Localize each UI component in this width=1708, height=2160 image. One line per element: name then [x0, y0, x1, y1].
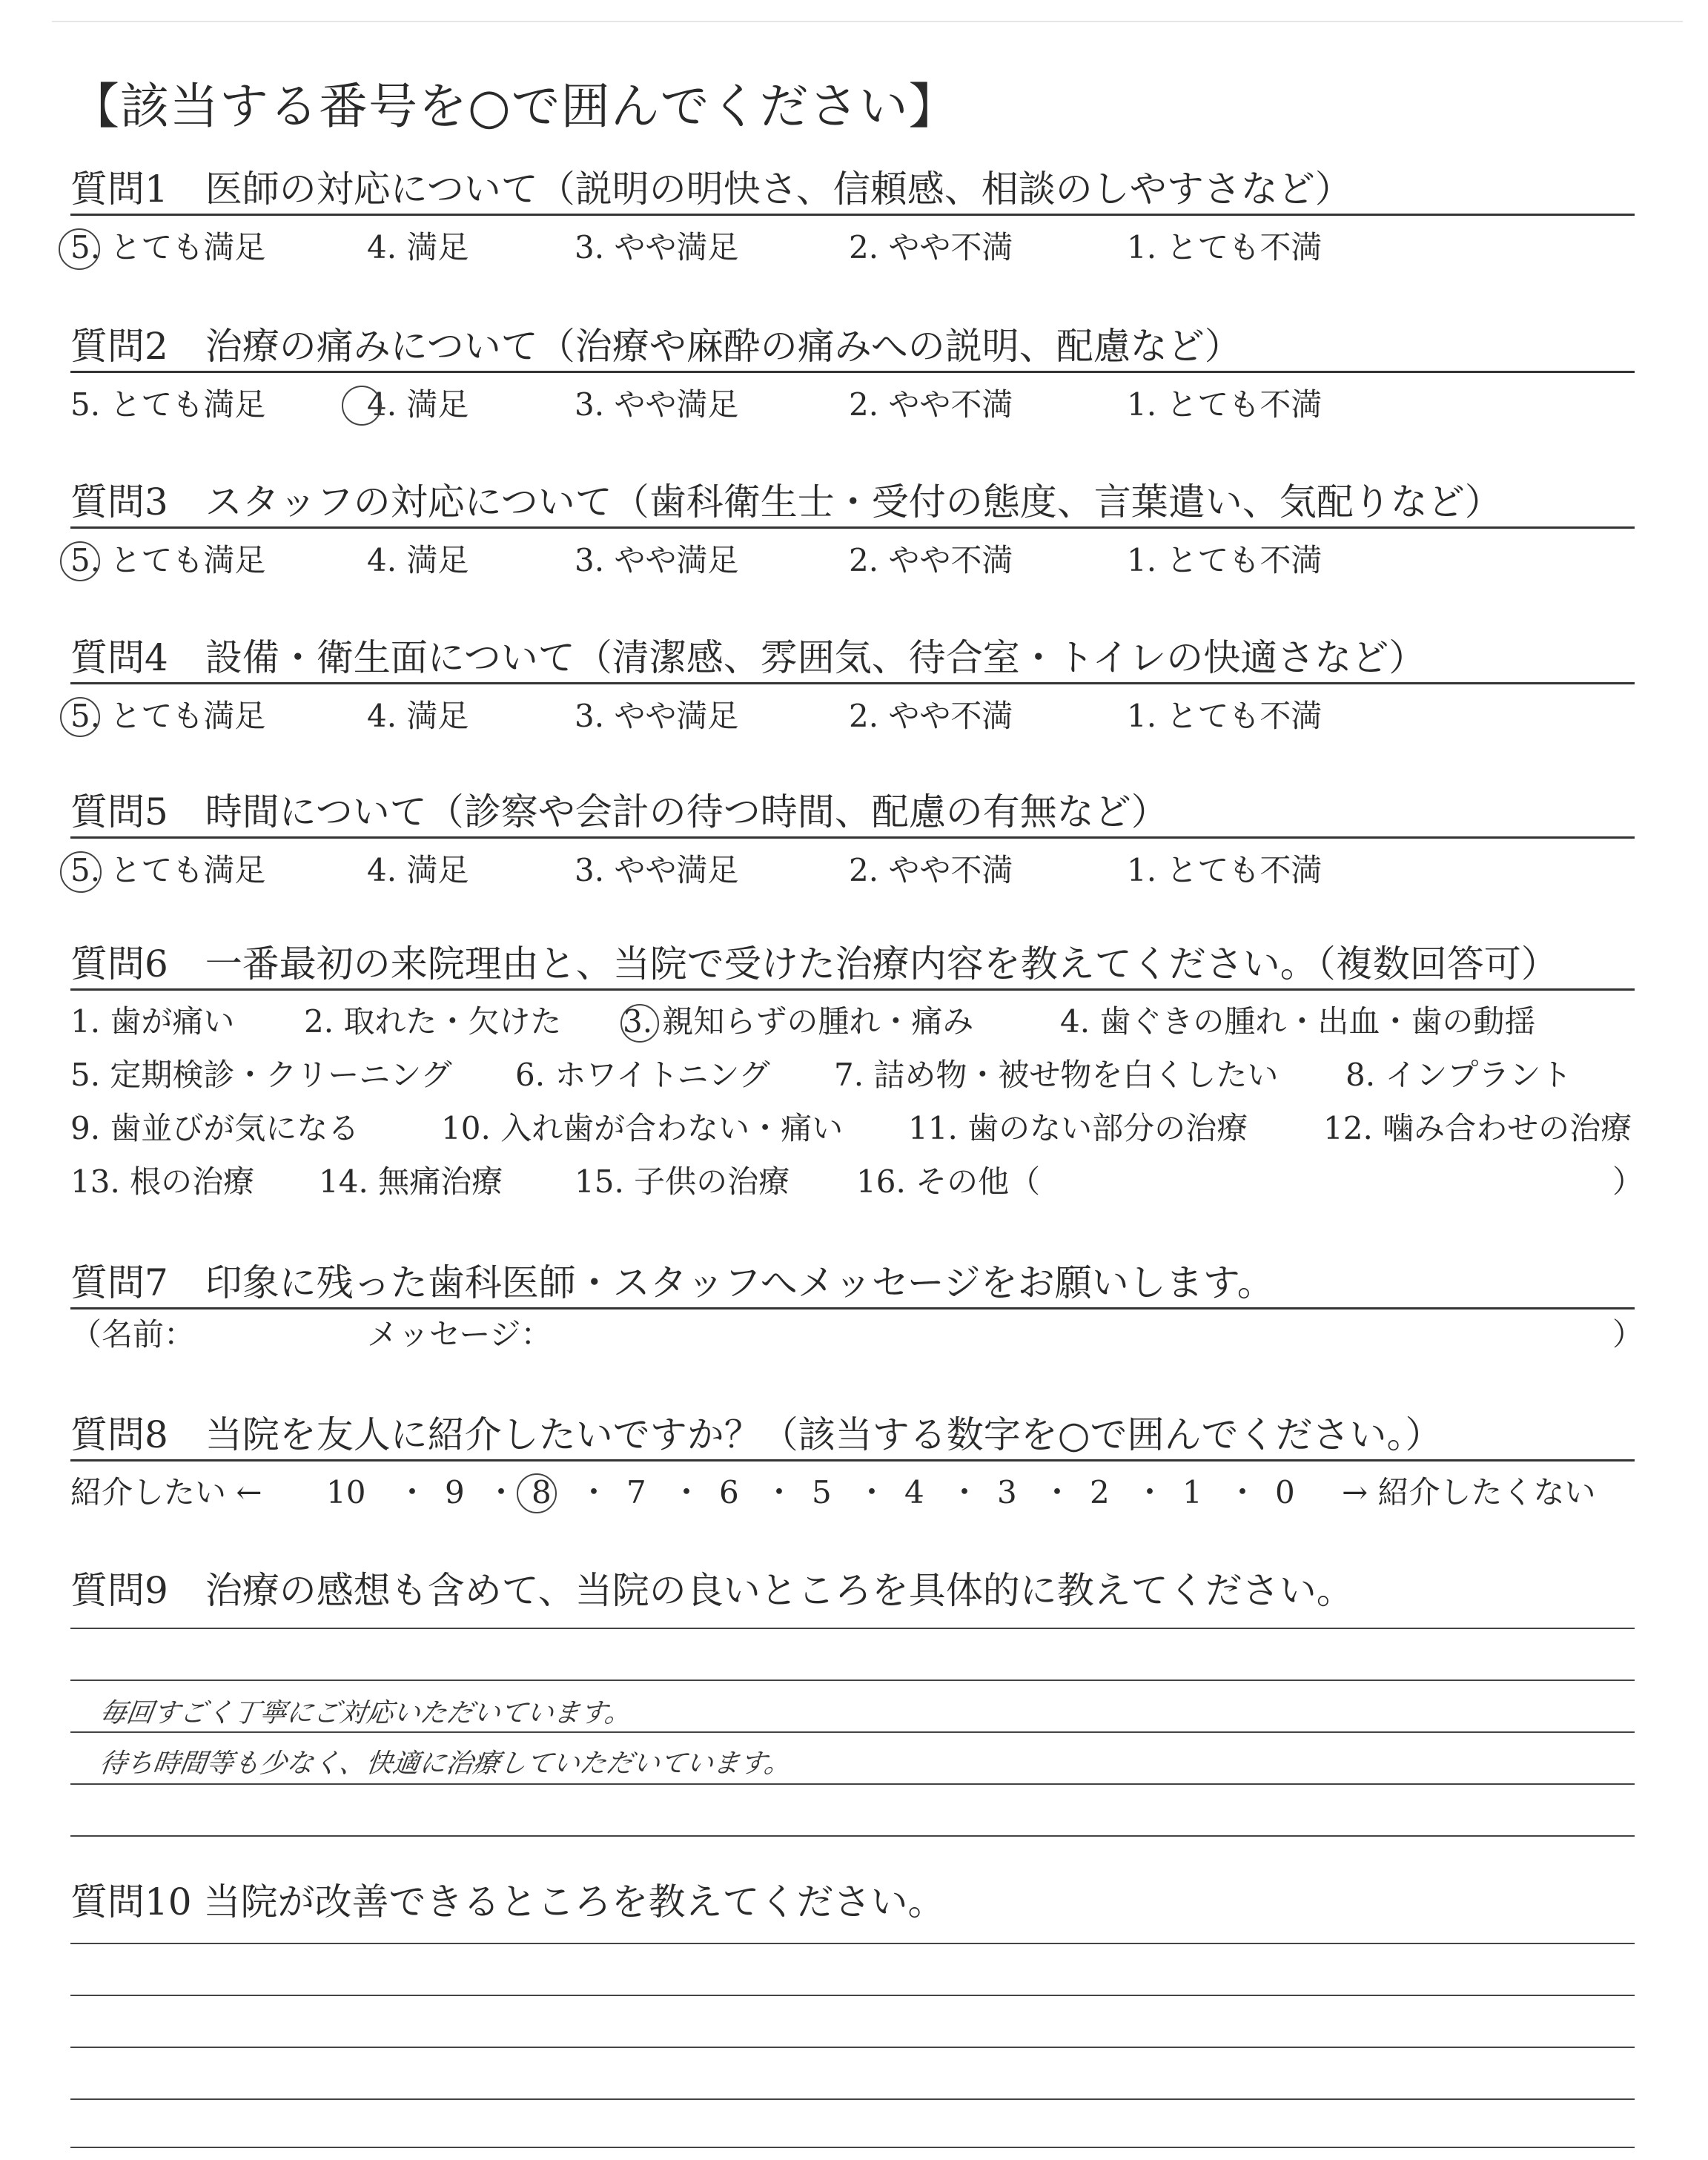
q6-option-3[interactable]: 3. 親知らずの腫れ・痛み [623, 1003, 974, 1040]
q4-selection-circle [60, 697, 100, 737]
q8-dot: ・ [949, 1474, 981, 1510]
q8-scale-8[interactable]: 8 [532, 1474, 552, 1510]
question-7-rule [70, 1307, 1635, 1309]
q3-option-3[interactable]: 3. やや満足 [575, 542, 739, 578]
question-2-options [70, 384, 1635, 426]
page-header: 【該当する番号を○で囲んでください】 [70, 78, 959, 135]
q1-selection-circle [59, 228, 100, 270]
q10-line-1 [70, 1943, 1635, 1944]
q6-option-10[interactable]: 10. 入れ歯が合わない・痛い [441, 1110, 844, 1146]
q8-scale-5[interactable]: 5 [812, 1474, 832, 1510]
q5-option-3[interactable]: 3. やや満足 [575, 852, 739, 888]
q7-name-label: （名前： [70, 1316, 196, 1353]
q1-option-5[interactable]: 5. とても満足 [70, 229, 266, 265]
q2-option-4[interactable]: 4. 満足 [367, 386, 469, 423]
q8-dot: ・ [671, 1474, 703, 1510]
q10-line-4 [70, 2098, 1635, 2100]
q8-right-label: → 紹介したくない [1342, 1474, 1596, 1510]
q1-option-4[interactable]: 4. 満足 [367, 229, 469, 265]
q6-option-6[interactable]: 6. ホワイトニング [515, 1057, 770, 1093]
q6-row-1 [70, 1001, 1635, 1043]
q8-scale-1[interactable]: 1 [1182, 1474, 1202, 1510]
q4-option-4[interactable]: 4. 満足 [367, 698, 469, 734]
q4-option-1[interactable]: 1. とても不満 [1127, 698, 1323, 734]
q1-option-2[interactable]: 2. やや不満 [849, 229, 1013, 265]
q4-option-3[interactable]: 3. やや満足 [575, 698, 739, 734]
question-7-label: 質問7 印象に残った歯科医師・スタッフへメッセージをお願いします。 [70, 1261, 1274, 1304]
q5-option-2[interactable]: 2. やや不満 [849, 852, 1013, 888]
question-5-rule [70, 836, 1635, 839]
question-3-label: 質問3 スタッフの対応について（歯科衛生士・受付の態度、言葉遣い、気配りなど） [70, 480, 1502, 524]
q10-line-3 [70, 2047, 1635, 2048]
q4-option-2[interactable]: 2. やや不満 [849, 698, 1013, 734]
q8-scale-row [70, 1472, 1635, 1513]
q6-row-4 [70, 1161, 1644, 1203]
question-8-label: 質問8 当院を友人に紹介したいですか？（該当する数字を○で囲んでください。） [70, 1413, 1443, 1456]
q9-handwritten-answer-2: 待ち時間等も少なく、快適に治療していただいています。 [97, 1748, 793, 1779]
q8-scale-4[interactable]: 4 [904, 1474, 924, 1510]
q6-option-16[interactable]: 16. その他（ [856, 1163, 1041, 1200]
q6-row-3 [70, 1108, 1635, 1149]
q8-dot: ・ [486, 1474, 517, 1510]
q6-option-8[interactable]: 8. インプラント [1345, 1057, 1572, 1093]
q6-option-4[interactable]: 4. 歯ぐきの腫れ・出血・歯の動揺 [1060, 1003, 1536, 1040]
q6-option-2[interactable]: 2. 取れた・欠けた [304, 1003, 562, 1040]
q5-option-5[interactable]: 5. とても満足 [70, 852, 266, 888]
q2-option-2[interactable]: 2. やや不満 [849, 386, 1013, 423]
q6-row-2 [70, 1054, 1635, 1096]
q8-scale-6[interactable]: 6 [719, 1474, 739, 1510]
q3-selection-circle [60, 541, 100, 581]
question-10-label: 質問10 当院が改善できるところを教えてください。 [70, 1880, 945, 1923]
q6-option-5[interactable]: 5. 定期検診・クリーニング [70, 1057, 452, 1093]
q6-selection-circle [620, 1004, 659, 1043]
q3-option-2[interactable]: 2. やや不満 [849, 542, 1013, 578]
q2-option-3[interactable]: 3. やや満足 [575, 386, 739, 423]
q3-option-1[interactable]: 1. とても不満 [1127, 542, 1323, 578]
q9-line-5 [70, 1835, 1635, 1837]
q8-scale-2[interactable]: 2 [1090, 1474, 1110, 1510]
question-6-rule [70, 988, 1635, 991]
q8-dot: ・ [397, 1474, 428, 1510]
question-5-options [70, 850, 1635, 891]
q6-option-11[interactable]: 11. 歯のない部分の治療 [908, 1110, 1248, 1146]
q9-line-3 [70, 1731, 1635, 1733]
q6-option-14[interactable]: 14. 無痛治療 [319, 1163, 503, 1200]
q4-option-5[interactable]: 5. とても満足 [70, 698, 266, 734]
question-9-label: 質問9 治療の感想も含めて、当院の良いところを具体的に教えてください。 [70, 1569, 1354, 1612]
question-1-label: 質問1 医師の対応について（説明の明快さ、信頼感、相談のしやすさなど） [70, 168, 1352, 211]
question-4-label: 質問4 設備・衛生面について（清潔感、雰囲気、待合室・トイレの快適さなど） [70, 636, 1426, 679]
q2-option-5[interactable]: 5. とても満足 [70, 386, 266, 423]
q7-close-paren: ） [1612, 1316, 1644, 1353]
q8-scale-10[interactable]: 10 [326, 1474, 366, 1510]
q5-option-4[interactable]: 4. 満足 [367, 852, 469, 888]
question-4-options [70, 696, 1635, 737]
q8-dot: ・ [578, 1474, 610, 1510]
q3-option-4[interactable]: 4. 満足 [367, 542, 469, 578]
top-border [52, 21, 1683, 22]
question-1-rule [70, 214, 1635, 216]
q6-option-12[interactable]: 12. 噛み合わせの治療 [1323, 1110, 1632, 1146]
question-5-label: 質問5 時間について（診察や会計の待つ時間、配慮の有無など） [70, 790, 1168, 833]
question-1-options [70, 227, 1635, 268]
q8-dot: ・ [1042, 1474, 1073, 1510]
question-2-label: 質問2 治療の痛みについて（治療や麻酔の痛みへの説明、配慮など） [70, 325, 1242, 368]
q8-scale-0[interactable]: 0 [1275, 1474, 1295, 1510]
q9-line-4 [70, 1783, 1635, 1785]
question-2-rule [70, 371, 1635, 373]
q9-line-1 [70, 1628, 1635, 1629]
question-3-options [70, 540, 1635, 581]
q1-option-3[interactable]: 3. やや満足 [575, 229, 739, 265]
q6-option-13[interactable]: 13. 根の治療 [70, 1163, 255, 1200]
q2-option-1[interactable]: 1. とても不満 [1127, 386, 1323, 423]
question-4-rule [70, 682, 1635, 684]
q10-line-5 [70, 2147, 1635, 2148]
q8-left-label: 紹介したい ← [70, 1474, 262, 1510]
q7-message-label: メッセージ： [367, 1316, 552, 1353]
q8-scale-3[interactable]: 3 [997, 1474, 1017, 1510]
q1-option-1[interactable]: 1. とても不満 [1127, 229, 1323, 265]
q8-scale-9[interactable]: 9 [445, 1474, 465, 1510]
q8-dot: ・ [1134, 1474, 1166, 1510]
question-6-label: 質問6 一番最初の来院理由と、当院で受けた治療内容を教えてください。（複数回答可） [70, 942, 1558, 985]
q10-line-2 [70, 1995, 1635, 1996]
q8-dot: ・ [764, 1474, 795, 1510]
q5-selection-circle [60, 851, 102, 893]
q9-line-2 [70, 1680, 1635, 1681]
q7-fields [70, 1314, 1644, 1355]
q6-option-7[interactable]: 7. 詰め物・被せ物を白くしたい [834, 1057, 1279, 1093]
q6-close-paren: ） [1612, 1163, 1644, 1200]
q6-option-15[interactable]: 15. 子供の治療 [575, 1163, 790, 1200]
q3-option-5[interactable]: 5. とても満足 [70, 542, 266, 578]
q9-handwritten-answer-1: 毎回すごく丁寧にご対応いただいています。 [97, 1698, 634, 1728]
q6-option-9[interactable]: 9. 歯並びが気になる [70, 1110, 360, 1146]
q2-selection-circle [342, 386, 382, 426]
q8-dot: ・ [856, 1474, 888, 1510]
q8-scale-7[interactable]: 7 [626, 1474, 646, 1510]
question-3-rule [70, 526, 1635, 529]
q6-option-1[interactable]: 1. 歯が痛い [70, 1003, 235, 1040]
q5-option-1[interactable]: 1. とても不満 [1127, 852, 1323, 888]
q8-dot: ・ [1227, 1474, 1259, 1510]
question-8-rule [70, 1459, 1635, 1462]
q8-selection-circle [517, 1473, 557, 1513]
